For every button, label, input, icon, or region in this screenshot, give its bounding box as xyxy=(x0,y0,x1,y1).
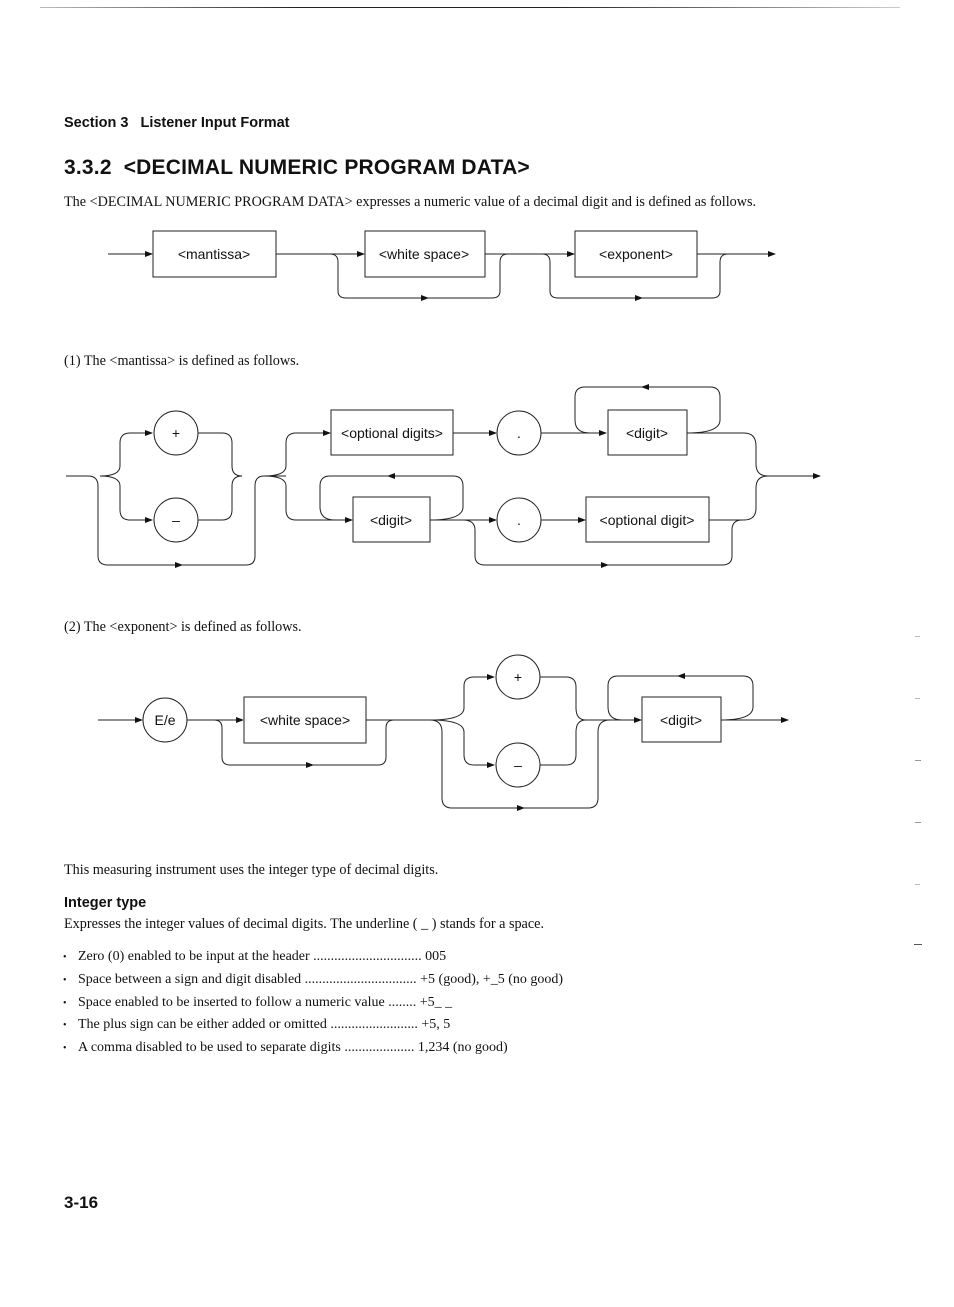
margin-mark xyxy=(915,636,920,637)
plus-label: + xyxy=(171,425,181,441)
exponent-label: <exponent> xyxy=(599,246,673,262)
heading-title: <DECIMAL NUMERIC PROGRAM DATA> xyxy=(123,156,530,179)
syntax-diagram-mantissa xyxy=(0,378,954,578)
list-item: • Zero (0) enabled to be input at the header ............................... 005 xyxy=(63,949,447,964)
syntax-diagram-decimal xyxy=(0,220,954,310)
bullet-icon: • xyxy=(63,952,67,963)
list-item: • Space between a sign and digit disabled ................................ +5 (good), +_5 (no good) xyxy=(63,971,564,987)
page-heading xyxy=(64,156,530,180)
bullet-icon: • xyxy=(63,997,67,1009)
margin-mark xyxy=(915,884,920,885)
margin-mark xyxy=(915,760,921,761)
margin-mark xyxy=(915,822,921,823)
white-space-label: <white space> xyxy=(378,246,470,262)
dot-label-bottom: . xyxy=(517,512,521,528)
bullet-icon: • xyxy=(63,1043,67,1055)
list-item: • A comma disabled to be used to separate digits .................... 1,234 (no good) xyxy=(63,1040,508,1056)
note-paragraph: This measuring instrument uses the integer type of decimal digits. xyxy=(64,862,439,878)
digit-label-exp: <digit> xyxy=(659,712,703,728)
section-number: Section 3 xyxy=(64,115,129,131)
intro-paragraph: The <DECIMAL NUMERIC PROGRAM DATA> expresses a numeric value of a decimal digit and is defined as follows. xyxy=(64,194,757,210)
minus-label: – xyxy=(172,512,180,528)
top-rule xyxy=(40,7,900,8)
section-title: Listener Input Format xyxy=(140,115,290,131)
list-item: • Space enabled to be inserted to follow a numeric value ........ +5_ _ xyxy=(63,994,453,1010)
heading-number: 3.3.2 xyxy=(64,156,112,179)
item-2-text: (2) The <exponent> is defined as follows. xyxy=(64,619,302,635)
syntax-diagram-exponent xyxy=(0,645,954,815)
section-header xyxy=(64,115,290,131)
integer-type-heading: Integer type xyxy=(64,895,147,911)
dot-label-top: . xyxy=(517,425,521,441)
item-1-text: (1) The <mantissa> is defined as follows. xyxy=(64,353,300,369)
optional-digits-label: <optional digits> xyxy=(341,425,443,441)
list-item: • The plus sign can be either added or omitted ......................... +5, 5 xyxy=(63,1017,451,1033)
optional-digit-label: <optional digit> xyxy=(599,512,695,528)
e-label: E/e xyxy=(154,712,176,728)
margin-mark xyxy=(914,944,922,945)
page-number: 3-16 xyxy=(64,1193,99,1212)
minus-label-exp: – xyxy=(514,757,522,773)
margin-mark xyxy=(915,698,920,699)
bullet-icon: • xyxy=(63,1020,67,1032)
white-space-label-exp: <white space> xyxy=(259,712,351,728)
bullet-icon: • xyxy=(63,974,67,986)
integer-rules-list xyxy=(63,949,563,1063)
integer-type-description: Expresses the integer values of decimal digits. The underline ( _ ) stands for a space. xyxy=(64,916,544,932)
mantissa-label: <mantissa> xyxy=(177,246,251,262)
digit-label-top: <digit> xyxy=(625,425,669,441)
digit-label-bottom: <digit> xyxy=(369,512,413,528)
plus-label-exp: + xyxy=(513,669,523,685)
